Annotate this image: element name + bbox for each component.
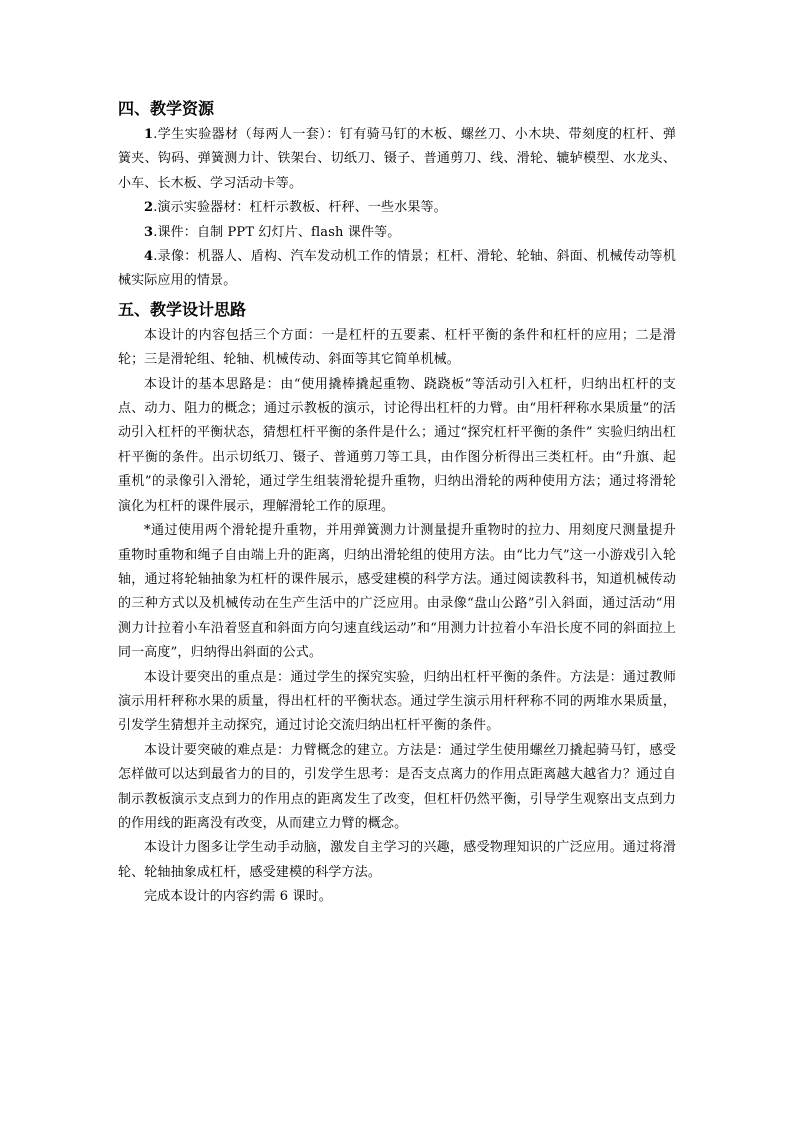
resource-item-text: 录像：机器人、盾构、汽车发动机工作的情景；杠杆、滑轮、轮轴、斜面、机械传动等机械实际应用的情景。: [118, 249, 676, 289]
resource-item-3: 3.课件：自制 PPT 幻灯片、flash 课件等。: [144, 224, 401, 240]
resource-item-number: 4: [144, 249, 154, 265]
resource-item-number: 1: [144, 127, 154, 142]
design-paragraph-key-point: 本设计要突出的重点是：通过学生的探究实验，归纳出杠杆平衡的条件。方法是：通过教师演示用杆秤称水果的质量，得出杠杆的平衡状态。通过学生演示用杆秤称不同的两堆水果质量，引发学生猜想并主动探究，通过讨论交流归纳出杠杆平衡的条件。: [118, 669, 676, 734]
section-heading-design-approach: 五、教学设计思路: [118, 299, 247, 319]
resource-item-2: 2.演示实验器材：杠杆示教板、杆秤、一些水果等。: [144, 200, 447, 216]
design-paragraph-class-hours: 完成本设计的内容约需 6 课时。: [144, 889, 332, 905]
resource-item-text: 学生实验器材（每两人一套）：钉有骑马钉的木板、螺丝刀、小木块、带刻度的杠杆、弹簧夹、钩码、弹簧测力计、铁架台、切纸刀、镊子、普通剪刀、线、滑轮、辘轳模型、水龙头、小车、长木板、学习活动卡等。: [118, 127, 676, 191]
design-paragraph-content: 本设计的内容包括三个方面：一是杠杆的五要素、杠杆平衡的条件和杠杆的应用；二是滑轮；三是滑轮组、轮轴、机械传动、斜面等其它简单机械。: [118, 327, 676, 368]
resource-item-text: 演示实验器材：杠杆示教板、杆秤、一些水果等。: [157, 200, 447, 216]
resource-item-text: 课件：自制 PPT 幻灯片、flash 课件等。: [157, 224, 401, 240]
design-paragraph-basic-idea: 本设计的基本思路是：由“使用撬棒撬起重物、跷跷板”等活动引入杠杆，归纳出杠杆的支点、动力、阻力的概念；通过示教板的演示，讨论得出杠杆的力臂。由“用杆秤称水果质量”的活动引入杠杆的平衡状态，猜想杠杆平衡的条件是什么；通过“探究杠杆平衡的条件” 实验归纳出杠杆平衡的条件。出示切纸刀、镊子、普通剪刀等工具，由作图分析得出三类杠杆。由“升旗、起重机”的录像引入滑轮，通过学生组装滑轮提升重物，归纳出滑轮的两种使用方法；通过将滑轮演化为杠杆的课件展示，理解滑轮工作的原理。: [118, 376, 676, 514]
design-paragraph-difficulty: 本设计要突破的难点是：力臂概念的建立。方法是：通过学生使用螺丝刀撬起骑马钉，感受怎样做可以达到最省力的目的，引发学生思考：是否支点离力的作用点距离越大越省力？通过自制示教板演示支点到力的作用点的距离发生了改变，但杠杆仍然平衡，引导学生观察出支点到力的作用线的距离没有改变，从而建立力臂的概念。: [118, 742, 676, 831]
resource-item-number: 2: [144, 200, 154, 216]
resource-item-1: 1.学生实验器材（每两人一套）：钉有骑马钉的木板、螺丝刀、小木块、带刻度的杠杆、弹簧夹、钩码、弹簧测力计、铁架台、切纸刀、镊子、普通剪刀、线、滑轮、辘轳模型、水龙头、小车、长木板、学习活动卡等。: [118, 127, 676, 191]
section-heading-resources: 四、教学资源: [118, 99, 215, 118]
page-content: [118, 97, 676, 910]
design-paragraph-hands-on: 本设计力图多让学生动手动脑，激发自主学习的兴趣，感受物理知识的广泛应用。通过将滑轮、轮轴抽象成杠杆，感受建模的科学方法。: [118, 840, 676, 880]
resource-item-number: 3: [144, 224, 154, 240]
design-paragraph-pulley-system: *通过使用两个滑轮提升重物，并用弹簧测力计测量提升重物时的拉力、用刻度尺测量提升重物时重物和绳子自由端上升的距离，归纳出滑轮组的使用方法。由“比力气”这一小游戏引入轮轴，通过将轮轴抽象为杠杆的课件展示，感受建模的科学方法。通过阅读教科书，知道机械传动的三种方式以及机械传动在生产生活中的广泛应用。由录像“盘山公路”引入斜面，通过活动“用测力计拉着小车沿着竖直和斜面方向匀速直线运动”和“用测力计拉着小车沿长度不同的斜面拉上同一高度”，归纳得出斜面的公式。: [118, 523, 676, 661]
resource-item-4: 4.录像：机器人、盾构、汽车发动机工作的情景；杠杆、滑轮、轮轴、斜面、机械传动等机械实际应用的情景。: [118, 249, 676, 289]
